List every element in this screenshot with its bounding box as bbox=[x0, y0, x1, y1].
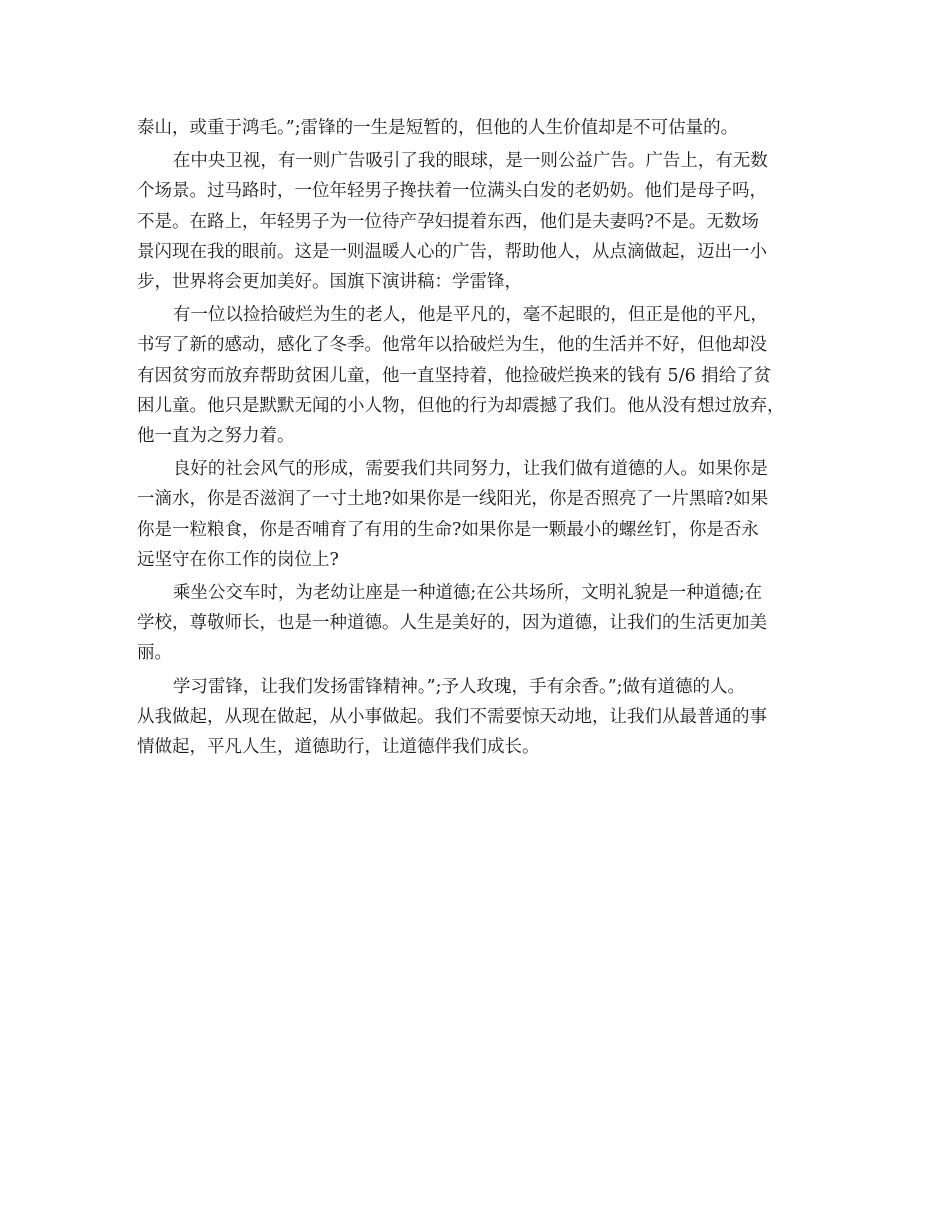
paragraph-6 bbox=[137, 672, 820, 763]
text-line: 书写了新的感动，感化了冬季。他常年以拾破烂为生，他的生活并不好，但他却没 bbox=[137, 335, 767, 356]
text-line: 步，世界将会更加美好。国旗下演讲稿：学雷锋， bbox=[137, 272, 522, 293]
paragraph-2 bbox=[137, 146, 820, 297]
text-line: 他一直为之努力着。 bbox=[137, 426, 295, 447]
text-line: 景闪现在我的眼前。这是一则温暖人心的广告，帮助他人，从点滴做起，迈出一小 bbox=[137, 241, 767, 262]
text-line: 学校，尊敬师长，也是一种道德。人生是美好的，因为道德，让我们的生活更加美 bbox=[137, 613, 767, 634]
text-line: 良好的社会风气的形成，需要我们共同努力，让我们做有道德的人。如果你是 bbox=[172, 459, 768, 480]
paragraph-4 bbox=[137, 454, 820, 575]
document-body bbox=[137, 113, 820, 765]
text-line: 不是。在路上，年轻男子为一位待产孕妇提着东西，他们是夫妻吗?不是。无数场 bbox=[137, 211, 759, 232]
text-line: 在中央卫视，有一则广告吸引了我的眼球，是一则公益广告。广告上，有无数 bbox=[172, 151, 768, 172]
text-line: 从我做起，从现在做起，从小事做起。我们不需要惊天动地，让我们从最普通的事 bbox=[137, 706, 767, 727]
text-line: 泰山，或重于鸿毛。”;雷锋的一生是短暂的，但他的人生价值却是不可估量的。 bbox=[137, 118, 739, 138]
text-line: 有因贫穷而放弃帮助贫困儿童，他一直坚持着，他捡破烂换来的钱有 5/6 捐给了贫 bbox=[137, 365, 772, 386]
text-line: 学习雷锋，让我们发扬雷锋精神。”;予人玫瑰，手有余香。”;做有道德的人。 bbox=[172, 676, 746, 697]
text-line: 丽。 bbox=[137, 643, 172, 664]
text-line: 一滴水，你是否滋润了一寸土地?如果你是一线阳光，你是否照亮了一片黑暗?如果 bbox=[137, 489, 769, 510]
text-line: 乘坐公交车时，为老幼让座是一种道德;在公共场所，文明礼貌是一种道德;在 bbox=[172, 583, 763, 604]
text-line: 有一位以捡拾破烂为生的老人，他是平凡的，毫不起眼的，但正是他的平凡， bbox=[172, 305, 768, 326]
text-line: 远坚守在你工作的岗位上? bbox=[137, 549, 339, 570]
text-line: 情做起，平凡人生，道德助行，让道德伴我们成长。 bbox=[137, 737, 540, 758]
paragraph-1 bbox=[137, 113, 820, 143]
paragraph-5 bbox=[137, 578, 820, 669]
paragraph-3 bbox=[137, 300, 820, 451]
text-line: 个场景。过马路时，一位年轻男子搀扶着一位满头白发的老奶奶。他们是母子吗， bbox=[137, 181, 767, 202]
text-line: 你是一粒粮食，你是否哺育了有用的生命?如果你是一颗最小的螺丝钉，你是否永 bbox=[137, 519, 759, 540]
text-line: 困儿童。他只是默默无闻的小人物，但他的行为却震撼了我们。他从没有想过放弃， bbox=[137, 395, 785, 416]
